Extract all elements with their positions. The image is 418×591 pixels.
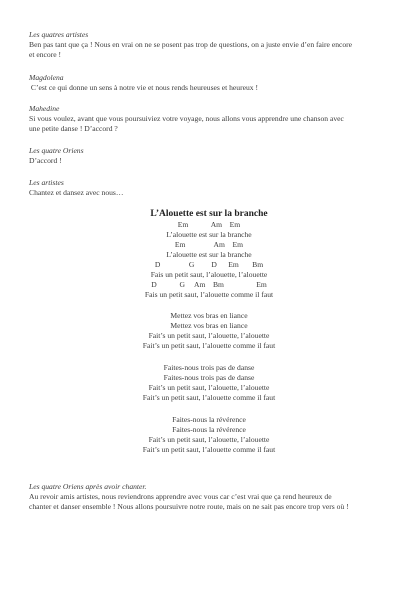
dialogue-block-artistes xyxy=(29,30,394,60)
chord-line: Em Am Em xyxy=(177,220,241,229)
dialogue-block-magdolena xyxy=(29,73,394,93)
dialogue-line: et encore ! xyxy=(29,50,62,59)
dialogue-line: chanter et danser ensemble ! Nous allons poursuivre notre route, mais on ne sait pas encore trop vers où ! xyxy=(29,502,349,511)
speaker-name: Les artistes xyxy=(29,178,64,187)
dialogue-line: Au revoir amis artistes, nous reviendrons apprendre avec vous car c’est vrai que ça rend heureux de xyxy=(29,492,332,501)
lyric-line: Mettez vos bras en liance xyxy=(170,321,248,330)
stanza-3 xyxy=(29,363,389,403)
dialogue-block-oriens xyxy=(29,146,394,166)
stanza-4 xyxy=(29,415,389,455)
speaker-name: Les quatre Oriens après avoir chanter. xyxy=(29,482,147,491)
speaker-name: Mahedine xyxy=(29,104,60,113)
dialogue-line: Chantez et dansez avec nous… xyxy=(29,188,124,197)
lyric-line: Faites-nous trois pas de danse xyxy=(163,373,255,382)
lyric-line: Faites-nous la révérence xyxy=(172,415,246,424)
speaker-name: Les quatre Oriens xyxy=(29,146,84,155)
speaker-name: Magdolena xyxy=(29,73,64,82)
dialogue-line: Si vous voulez, avant que vous poursuiviez votre voyage, nous allons vous apprendre une chanson avec xyxy=(29,114,344,123)
lyric-line: L’alouette est sur la branche xyxy=(166,250,252,259)
chord-line: D G D Em Bm xyxy=(154,260,264,269)
closing-block xyxy=(29,482,394,512)
song-lyrics xyxy=(29,208,389,455)
lyric-line: Fait’s un petit saut, l’alouette comme il faut xyxy=(142,445,276,454)
dialogue-line: C’est ce qui donne un sens à notre vie et nous rends heureuses et heureux ! xyxy=(29,83,259,92)
lyric-line: Fait’s un petit saut, l’alouette comme il faut xyxy=(142,341,276,350)
lyric-line: Fait’s un petit saut, l’alouette comme il faut xyxy=(142,393,276,402)
lyric-line: Fait’s un petit saut, l’alouette, l’alouette xyxy=(148,383,270,392)
song-title: L’Alouette est sur la branche xyxy=(150,209,268,219)
stanza-1 xyxy=(29,220,389,300)
lyric-line: Faites-nous la révérence xyxy=(172,425,246,434)
dialogue-block-les-artistes xyxy=(29,178,394,198)
dialogue-line: une petite danse ! D’accord ? xyxy=(29,124,118,133)
dialogue-block-mahedine xyxy=(29,104,394,134)
lyric-line: Faites-nous trois pas de danse xyxy=(163,363,255,372)
speaker-name: Les quatres artistes xyxy=(29,30,89,39)
dialogue-line: Ben pas tant que ça ! Nous en vrai on ne se posent pas trop de questions, on a juste envie d’en faire encore xyxy=(29,40,353,49)
lyric-line: Fait’s un petit saut, l’alouette, l’alouette xyxy=(148,331,270,340)
dialogue-line: D’accord ! xyxy=(29,156,62,165)
lyric-line: L’alouette est sur la branche xyxy=(166,230,252,239)
lyric-line: Fais un petit saut, l’alouette, l’alouette xyxy=(150,270,268,279)
lyric-line: Fait’s un petit saut, l’alouette, l’alouette xyxy=(148,435,270,444)
lyric-line: Mettez vos bras en liance xyxy=(170,311,248,320)
stanza-2 xyxy=(29,311,389,351)
lyric-line: Fais un petit saut, l’alouette comme il faut xyxy=(144,290,274,299)
chord-line: Em Am Em xyxy=(174,240,244,249)
chord-line: D G Am Bm Em xyxy=(151,280,267,289)
